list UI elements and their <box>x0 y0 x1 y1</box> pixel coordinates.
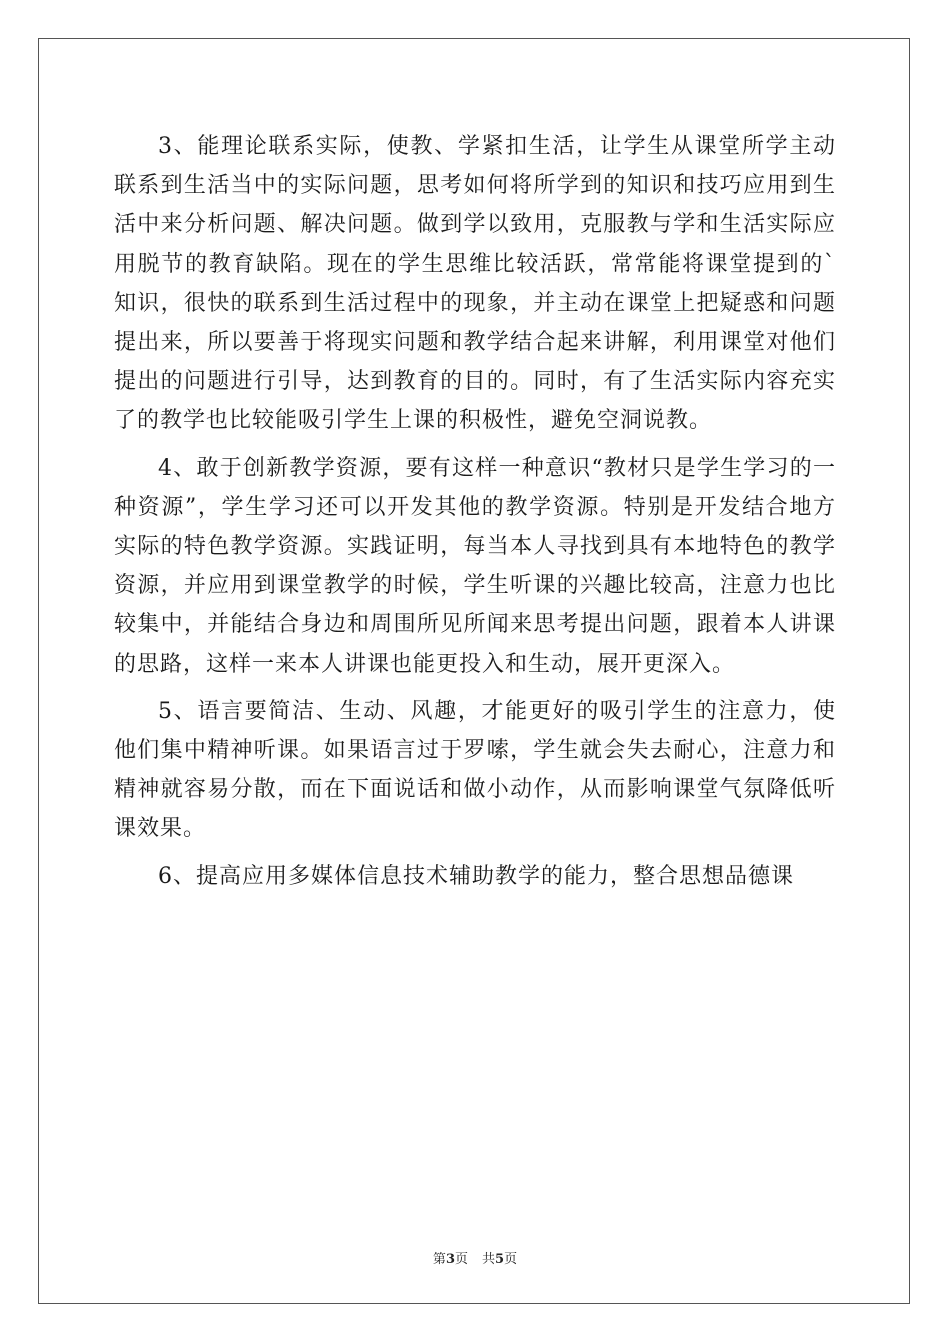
paragraph-item-3: 3、能理论联系实际，使教、学紧扣生活，让学生从课堂所学主动联系到生活当中的实际问题，思考如何将所学到的知识和技巧应用到生活中来分析问题、解决问题。做到学以致用，克服教与学和生活实际应用脱节的教育缺陷。现在的学生思维比较活跃，常常能将课堂提到的`知识，很快的联系到生活过程中的现象，并主动在课堂上把疑惑和问题提出来，所以要善于将现实问题和教学结合起来讲解，利用课堂对他们提出的问题进行引导，达到教育的目的。同时，有了生活实际内容充实了的教学也比较能吸引学生上课的积极性，避免空洞说教。 <box>114 134 836 434</box>
total-pages: 5 <box>495 1252 505 1267</box>
paragraph-item-6: 6、提高应用多媒体信息技术辅助教学的能力，整合思想品德课 <box>158 863 794 889</box>
page-prefix: 第 <box>432 1252 446 1267</box>
total-prefix: 共 <box>482 1252 496 1267</box>
page-suffix: 页 <box>454 1252 468 1267</box>
paragraph-item-5: 5、语言要简洁、生动、风趣，才能更好的吸引学生的注意力，使他们集中精神听课。如果语言过于罗嗦，学生就会失去耐心，注意力和精神就容易分散，而在下面说话和做小动作，从而影响课堂气氛降低听课效果。 <box>114 698 836 842</box>
page-footer <box>0 1248 950 1267</box>
paragraph-item-4: 4、敢于创新教学资源，要有这样一种意识“教材只是学生学习的一种资源”，学生学习还可以开发其他的教学资源。特别是开发结合地方实际的特色教学资源。实践证明，每当本人寻找到具有本地特色的教学资源，并应用到课堂教学的时候，学生听课的兴趣比较高，注意力也比较集中，并能结合身边和周围所见所闻来思考提出问题，跟着本人讲课的思路，这样一来本人讲课也能更投入和生动，展开更深入。 <box>114 455 836 677</box>
page-number: 3 <box>445 1252 455 1267</box>
document-body <box>114 127 836 904</box>
total-suffix: 页 <box>504 1252 518 1267</box>
